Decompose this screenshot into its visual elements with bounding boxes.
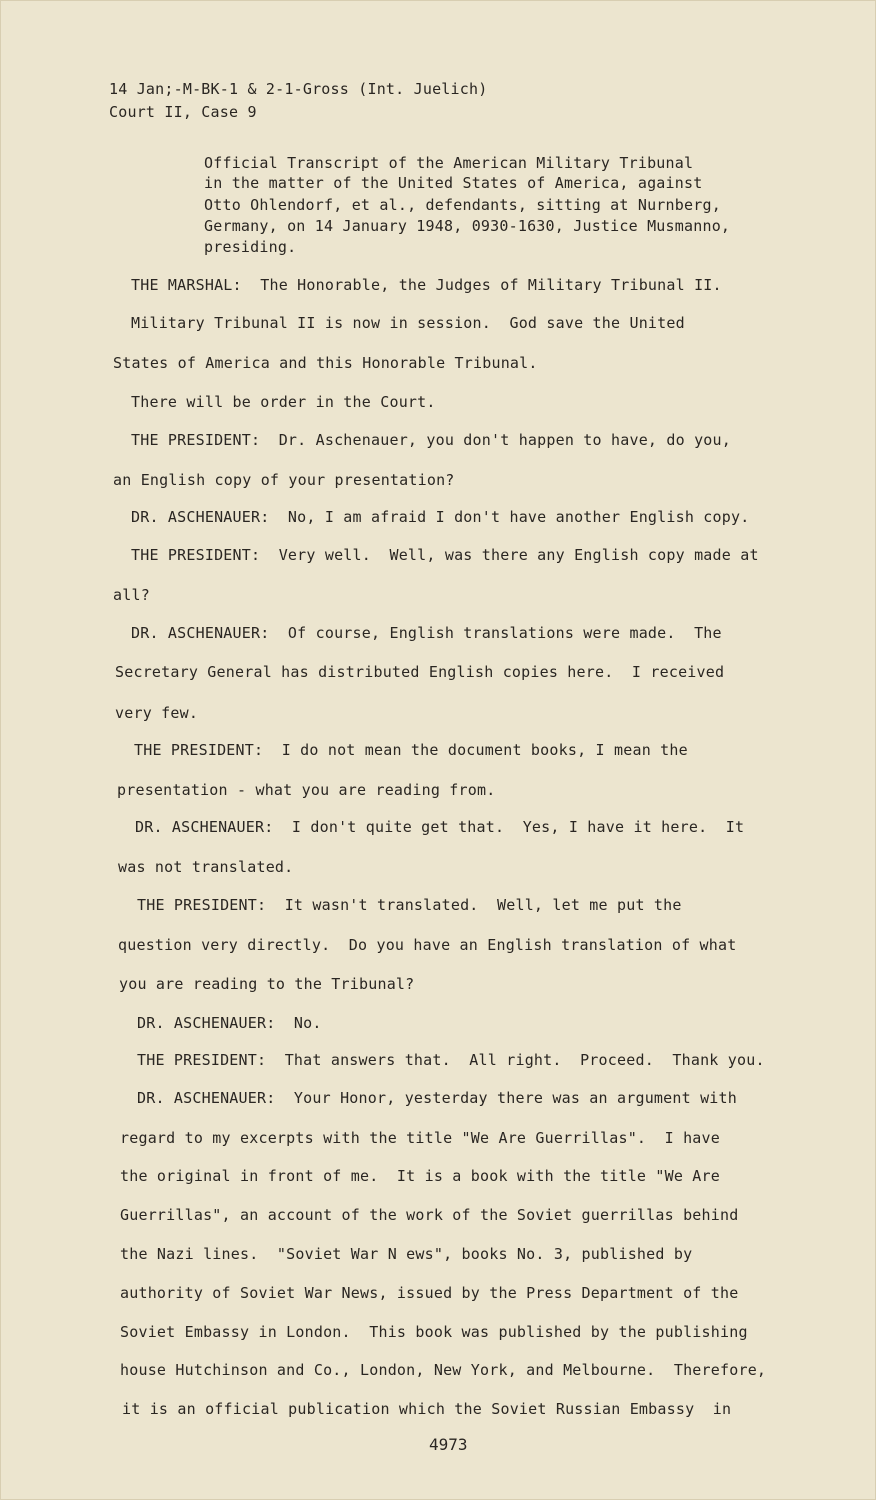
- body-line: DR. ASCHENAUER: No.: [137, 1014, 322, 1032]
- header-court-line: Court II, Case 9: [109, 103, 257, 121]
- body-line: States of America and this Honorable Tribunal.: [113, 354, 538, 372]
- body-line: very few.: [115, 704, 199, 722]
- caption-line: presiding.: [204, 238, 297, 256]
- body-line: you are reading to the Tribunal?: [119, 975, 415, 993]
- body-line: DR. ASCHENAUER: Your Honor, yesterday there was an argument with: [137, 1089, 737, 1107]
- body-line: DR. ASCHENAUER: No, I am afraid I don't have another English copy.: [131, 508, 750, 526]
- body-line: authority of Soviet War News, issued by the Press Department of the: [120, 1284, 739, 1302]
- body-line: THE PRESIDENT: Dr. Aschenauer, you don't happen to have, do you,: [131, 431, 731, 449]
- body-line: DR. ASCHENAUER: I don't quite get that. Yes, I have it here. It: [135, 818, 745, 836]
- body-line: THE PRESIDENT: Very well. Well, was there any English copy made at: [131, 546, 759, 564]
- body-line: it is an official publication which the Soviet Russian Embassy in: [122, 1400, 732, 1418]
- page-number: 4973: [429, 1435, 468, 1454]
- body-line: Guerrillas", an account of the work of the Soviet guerrillas behind: [120, 1206, 739, 1224]
- body-line: Secretary General has distributed English copies here. I received: [115, 663, 725, 681]
- body-line: all?: [113, 586, 150, 604]
- body-line: There will be order in the Court.: [131, 393, 436, 411]
- body-line: THE PRESIDENT: It wasn't translated. Well, let me put the: [137, 896, 682, 914]
- caption-line: Official Transcript of the American Military Tribunal: [204, 154, 694, 172]
- body-line: house Hutchinson and Co., London, New York, and Melbourne. Therefore,: [120, 1361, 767, 1379]
- body-line: regard to my excerpts with the title "We Are Guerrillas". I have: [120, 1129, 720, 1147]
- body-line: question very directly. Do you have an English translation of what: [118, 936, 737, 954]
- caption-line: Otto Ohlendorf, et al., defendants, sitting at Nurnberg,: [204, 196, 721, 214]
- body-line: presentation - what you are reading from.: [117, 781, 496, 799]
- body-line: the original in front of me. It is a book with the title "We Are: [120, 1167, 720, 1185]
- caption-line: Germany, on 14 January 1948, 0930-1630, Justice Musmanno,: [204, 217, 731, 235]
- body-line: THE PRESIDENT: That answers that. All right. Proceed. Thank you.: [137, 1051, 765, 1069]
- body-line: the Nazi lines. "Soviet War N ews", books No. 3, published by: [120, 1245, 693, 1263]
- body-line: was not translated.: [118, 858, 294, 876]
- body-line: Soviet Embassy in London. This book was published by the publishing: [120, 1323, 748, 1341]
- body-line: THE PRESIDENT: I do not mean the document books, I mean the: [134, 741, 688, 759]
- header-reference-line: 14 Jan;-M-BK-1 & 2-1-Gross (Int. Juelich): [109, 80, 488, 98]
- caption-line: in the matter of the United States of America, against: [204, 174, 703, 192]
- body-line: THE MARSHAL: The Honorable, the Judges of Military Tribunal II.: [131, 276, 722, 294]
- body-line: Military Tribunal II is now in session. God save the United: [131, 314, 685, 332]
- body-line: DR. ASCHENAUER: Of course, English translations were made. The: [131, 624, 722, 642]
- body-line: an English copy of your presentation?: [113, 471, 455, 489]
